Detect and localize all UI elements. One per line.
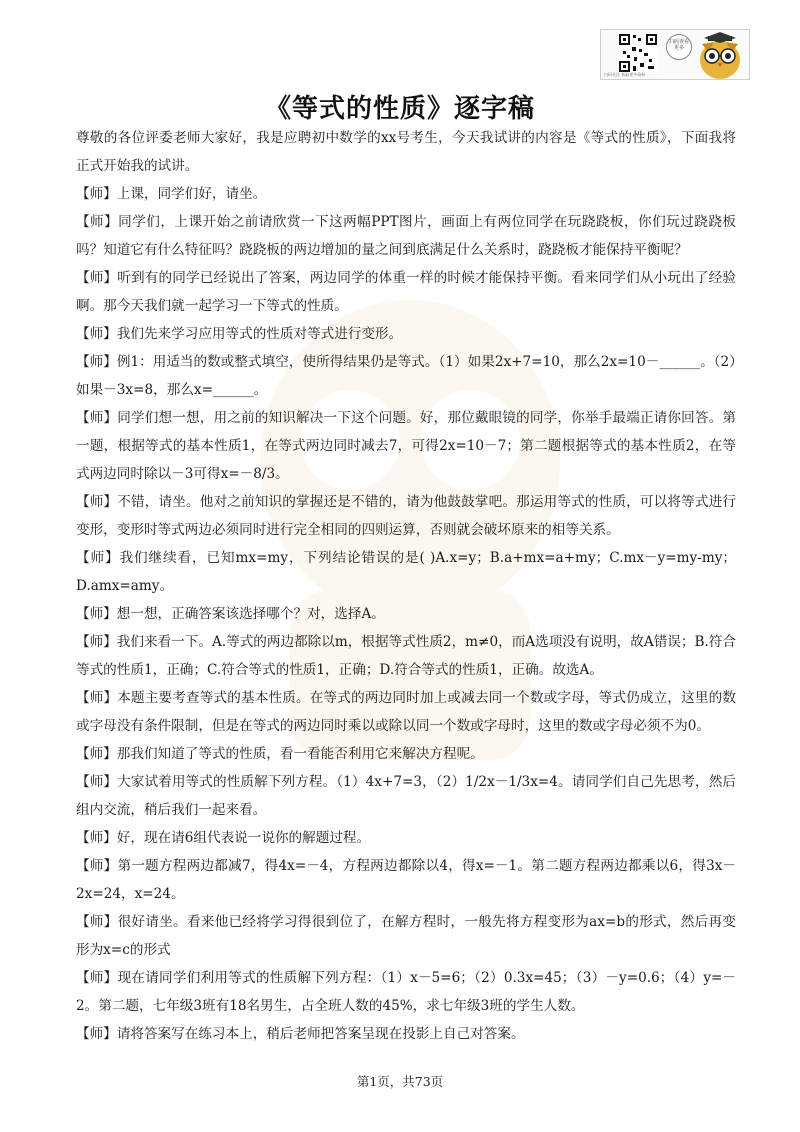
dialogue-paragraph: 【师】好，现在请6组代表说一说你的解题过程。	[76, 830, 371, 846]
document-title: 《等式的性质》逐字稿	[264, 94, 535, 124]
page-number: 第1页，共73页	[356, 1074, 444, 1089]
speech-bubble: 扫码查看更多	[666, 34, 692, 60]
dialogue-paragraph: 【师】我们来看一下。A.等式的两边都除以m，根据等式性质2，m≠0，而A选项没有说明，故A错误；B.符合等式的性质1，正确；C.符合等式的性质1，正确；D.符合等式的性质1，正确。故选A。	[76, 634, 736, 678]
dialogue-paragraph: 【师】想一想，正确答案该选择哪个？对，选择A。	[76, 606, 385, 622]
dialogue-paragraph: 【师】同学们想一想，用之前的知识解决一下这个问题。好，那位戴眼镜的同学，你举手最端正请你回答。第一题，根据等式的基本性质1，在等式两边同时减去7，可得2x=10－7；第二题根据等式的基本性质2，在等式两边同时除以－3可得x=－8/3。	[76, 410, 736, 482]
dialogue-paragraph: 【师】同学们，上课开始之前请欣赏一下这两幅PPT图片，画面上有两位同学在玩跷跷板，你们玩过跷跷板吗？知道它有什么特征吗？跷跷板的两边增加的量之间到底满足什么关系时，跷跷板才能保持平衡呢？	[76, 214, 736, 258]
owl-mascot-icon	[694, 30, 746, 80]
qr-code-icon[interactable]	[618, 33, 658, 73]
dialogue-paragraph: 【师】那我们知道了等式的性质，看一看能否利用它来解决方程呢。	[76, 746, 484, 762]
dialogue-paragraph: 【师】现在请同学们利用等式的性质解下列方程：（1）x－5=6；（2）0.3x=45；（3）－y=0.6；（4）y=－2。第二题，七年级3班有18名男生，占全班人数的45%，求七年级3班的学生人数。	[76, 970, 736, 1014]
document-body	[76, 124, 736, 1048]
dialogue-paragraph: 【师】大家试着用等式的性质解下列方程。（1）4x+7=3，（2）1/2x－1/3x=4。请同学们自己先思考，然后组内交流，稍后我们一起来看。	[76, 774, 736, 818]
dialogue-paragraph: 【师】不错，请坐。他对之前知识的掌握还是不错的，请为他鼓鼓掌吧。那运用等式的性质，可以将等式进行变形，变形时等式两边必须同时进行完全相同的四则运算，否则就会破坏原来的相等关系。	[76, 494, 736, 538]
promo-caption: 扫码关注 获取更多资料	[604, 72, 646, 77]
dialogue-paragraph: 【师】例1：用适当的数或整式填空，使所得结果仍是等式。（1）如果2x+7=10，那么2x=10－______。（2）如果－3x=8，那么x=______。	[76, 354, 736, 398]
dialogue-paragraph: 【师】第一题方程两边都减7，得4x=－4，方程两边都除以4，得x=－1。第二题方程两边都乘以6，得3x－2x=24，x=24。	[76, 858, 736, 902]
intro-paragraph: 尊敬的各位评委老师大家好，我是应聘初中数学的xx号考生，今天我试讲的内容是《等式的性质》，下面我将正式开始我的试讲。	[76, 130, 736, 174]
dialogue-paragraph: 【师】我们继续看，已知mx=my，下列结论错误的是( )A.x=y；B.a+mx=a+my；C.mx－y=my-my；D.amx=amy。	[76, 550, 736, 594]
dialogue-paragraph: 【师】很好请坐。看来他已经将学习得很到位了，在解方程时，一般先将方程变形为ax=b的形式，然后再变形为x=c的形式	[76, 914, 736, 958]
dialogue-paragraph: 【师】请将答案写在练习本上，稍后老师把答案呈现在投影上自己对答案。	[76, 1026, 525, 1042]
dialogue-paragraph: 【师】上课，同学们好，请坐。	[76, 186, 267, 202]
dialogue-paragraph: 【师】听到有的同学已经说出了答案，两边同学的体重一样的时候才能保持平衡。看来同学们从小玩出了经验啊。那今天我们就一起学习一下等式的性质。	[76, 270, 736, 314]
dialogue-paragraph: 【师】我们先来学习应用等式的性质对等式进行变形。	[76, 326, 403, 342]
dialogue-paragraph: 【师】本题主要考查等式的基本性质。在等式的两边同时加上或减去同一个数或字母，等式仍成立，这里的数或字母没有条件限制，但是在等式的两边同时乘以或除以同一个数或字母时，这里的数或字母必须不为0。	[76, 690, 736, 734]
